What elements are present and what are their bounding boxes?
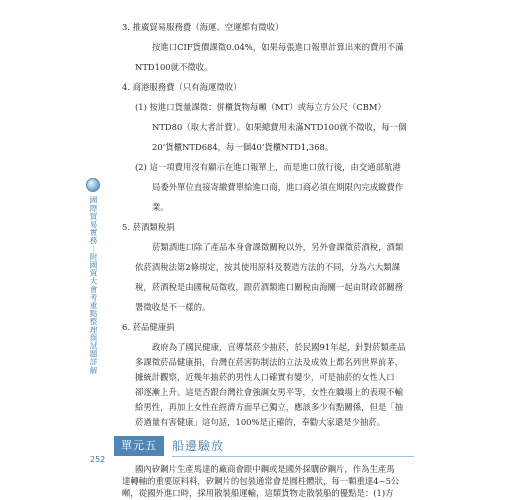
paragraph-line: 菸類酒進口除了產品本身會課徵關稅以外，另外會課徵菸酒稅，酒類	[152, 242, 404, 252]
unit-label: 單元五	[114, 436, 164, 456]
unit-banner	[114, 436, 414, 456]
section-heading-health-levy: 6. 菸品健康捐	[122, 322, 175, 332]
paragraph-line: 據統計觀察，近幾年抽菸的男性人口確實有變少，可是抽菸的女性人口	[135, 372, 395, 382]
paragraph-line: 按進口CIF貨價課徵0.04%，如果每張進口報單計算出來的費用不滿	[152, 42, 404, 52]
paragraph-line: 依菸酒稅法第2條規定，按其使用原料及製造方法的不同，分為六大類課	[135, 262, 400, 272]
paragraph-line: NTD80（取大者計費）。如果總費用未滿NTD100就不徵收，每一個	[152, 122, 407, 132]
section-heading-port-service-fee: 4. 商港服務費（只有海運徵收）	[122, 82, 242, 92]
paragraph-line: 稅，菸酒稅是由國稅局徵收，跟菸酒類進口關稅由海關一起由財政部關務	[135, 282, 403, 292]
paragraph-line: 20’貨櫃NTD684，每一個40’貨櫃NTD1,368。	[152, 142, 334, 152]
paragraph-line: (1) 按進口貨量課徵：併櫃貨物每噸（MT）或每立方公尺（CBM）	[135, 102, 386, 112]
paragraph-line: 國內矽鋼片生產馬達的廠商會跟中鋼或是國外採購矽鋼片，作為生產馬	[135, 464, 395, 474]
paragraph-line: NTD100就不徵收。	[135, 62, 213, 72]
paragraph-line: 卻逐漸上升。這是否跟台灣社會強調女男平等，女性在職場上的表現不輸	[135, 387, 403, 397]
paragraph-line: (2) 這一項費用沒有顯示在進口報單上，而是進口放行後，由交通部航港	[135, 162, 401, 172]
paragraph-line: 給男性，再加上女性在經濟方面早已獨立，應該多少有點關係，但是「抽	[135, 402, 403, 412]
paragraph-line: 菸過量有害健康」這句話，100%是正確的，奉勸大家還是少抽菸。	[135, 417, 386, 427]
paragraph-line: 噸，從國外進口時，採用散裝船運輸，這類貨物走散裝船的優點是：(1)方	[122, 488, 394, 498]
unit-title: 船邊驗放	[172, 439, 225, 453]
sidebar-book-title: 國際貿易實務︱附國貿大會考重點整理與試題詳解	[89, 196, 98, 375]
paragraph-line: 局委外單位直接寄繳費單給進口商，進口商必須在期限內完成繳費作	[152, 182, 404, 192]
paragraph-line: 多課徵菸品健康捐，台灣在菸害防制法的立法及成效上都名列世界前茅，	[135, 357, 403, 367]
page-number: 252	[90, 455, 106, 464]
section-heading-promotion-fee: 3. 推廣貿易服務費（海運、空運都有徵收）	[122, 22, 284, 32]
paragraph-line: 達轉軸的重要原料料，矽鋼片的包裝通常會是圓柱體狀，每一顆重達4~5公	[122, 476, 400, 486]
paragraph-line: 政府為了國民健康，宣導禁菸少抽菸，於民國91年起，針對菸類產品	[152, 342, 406, 352]
section-heading-tobacco-alcohol-tax: 5. 菸酒類稅捐	[122, 222, 175, 232]
paragraph-line: 業。	[152, 202, 169, 212]
unit-divider	[172, 456, 414, 457]
paragraph-line: 署徵收是不一樣的。	[135, 302, 211, 312]
